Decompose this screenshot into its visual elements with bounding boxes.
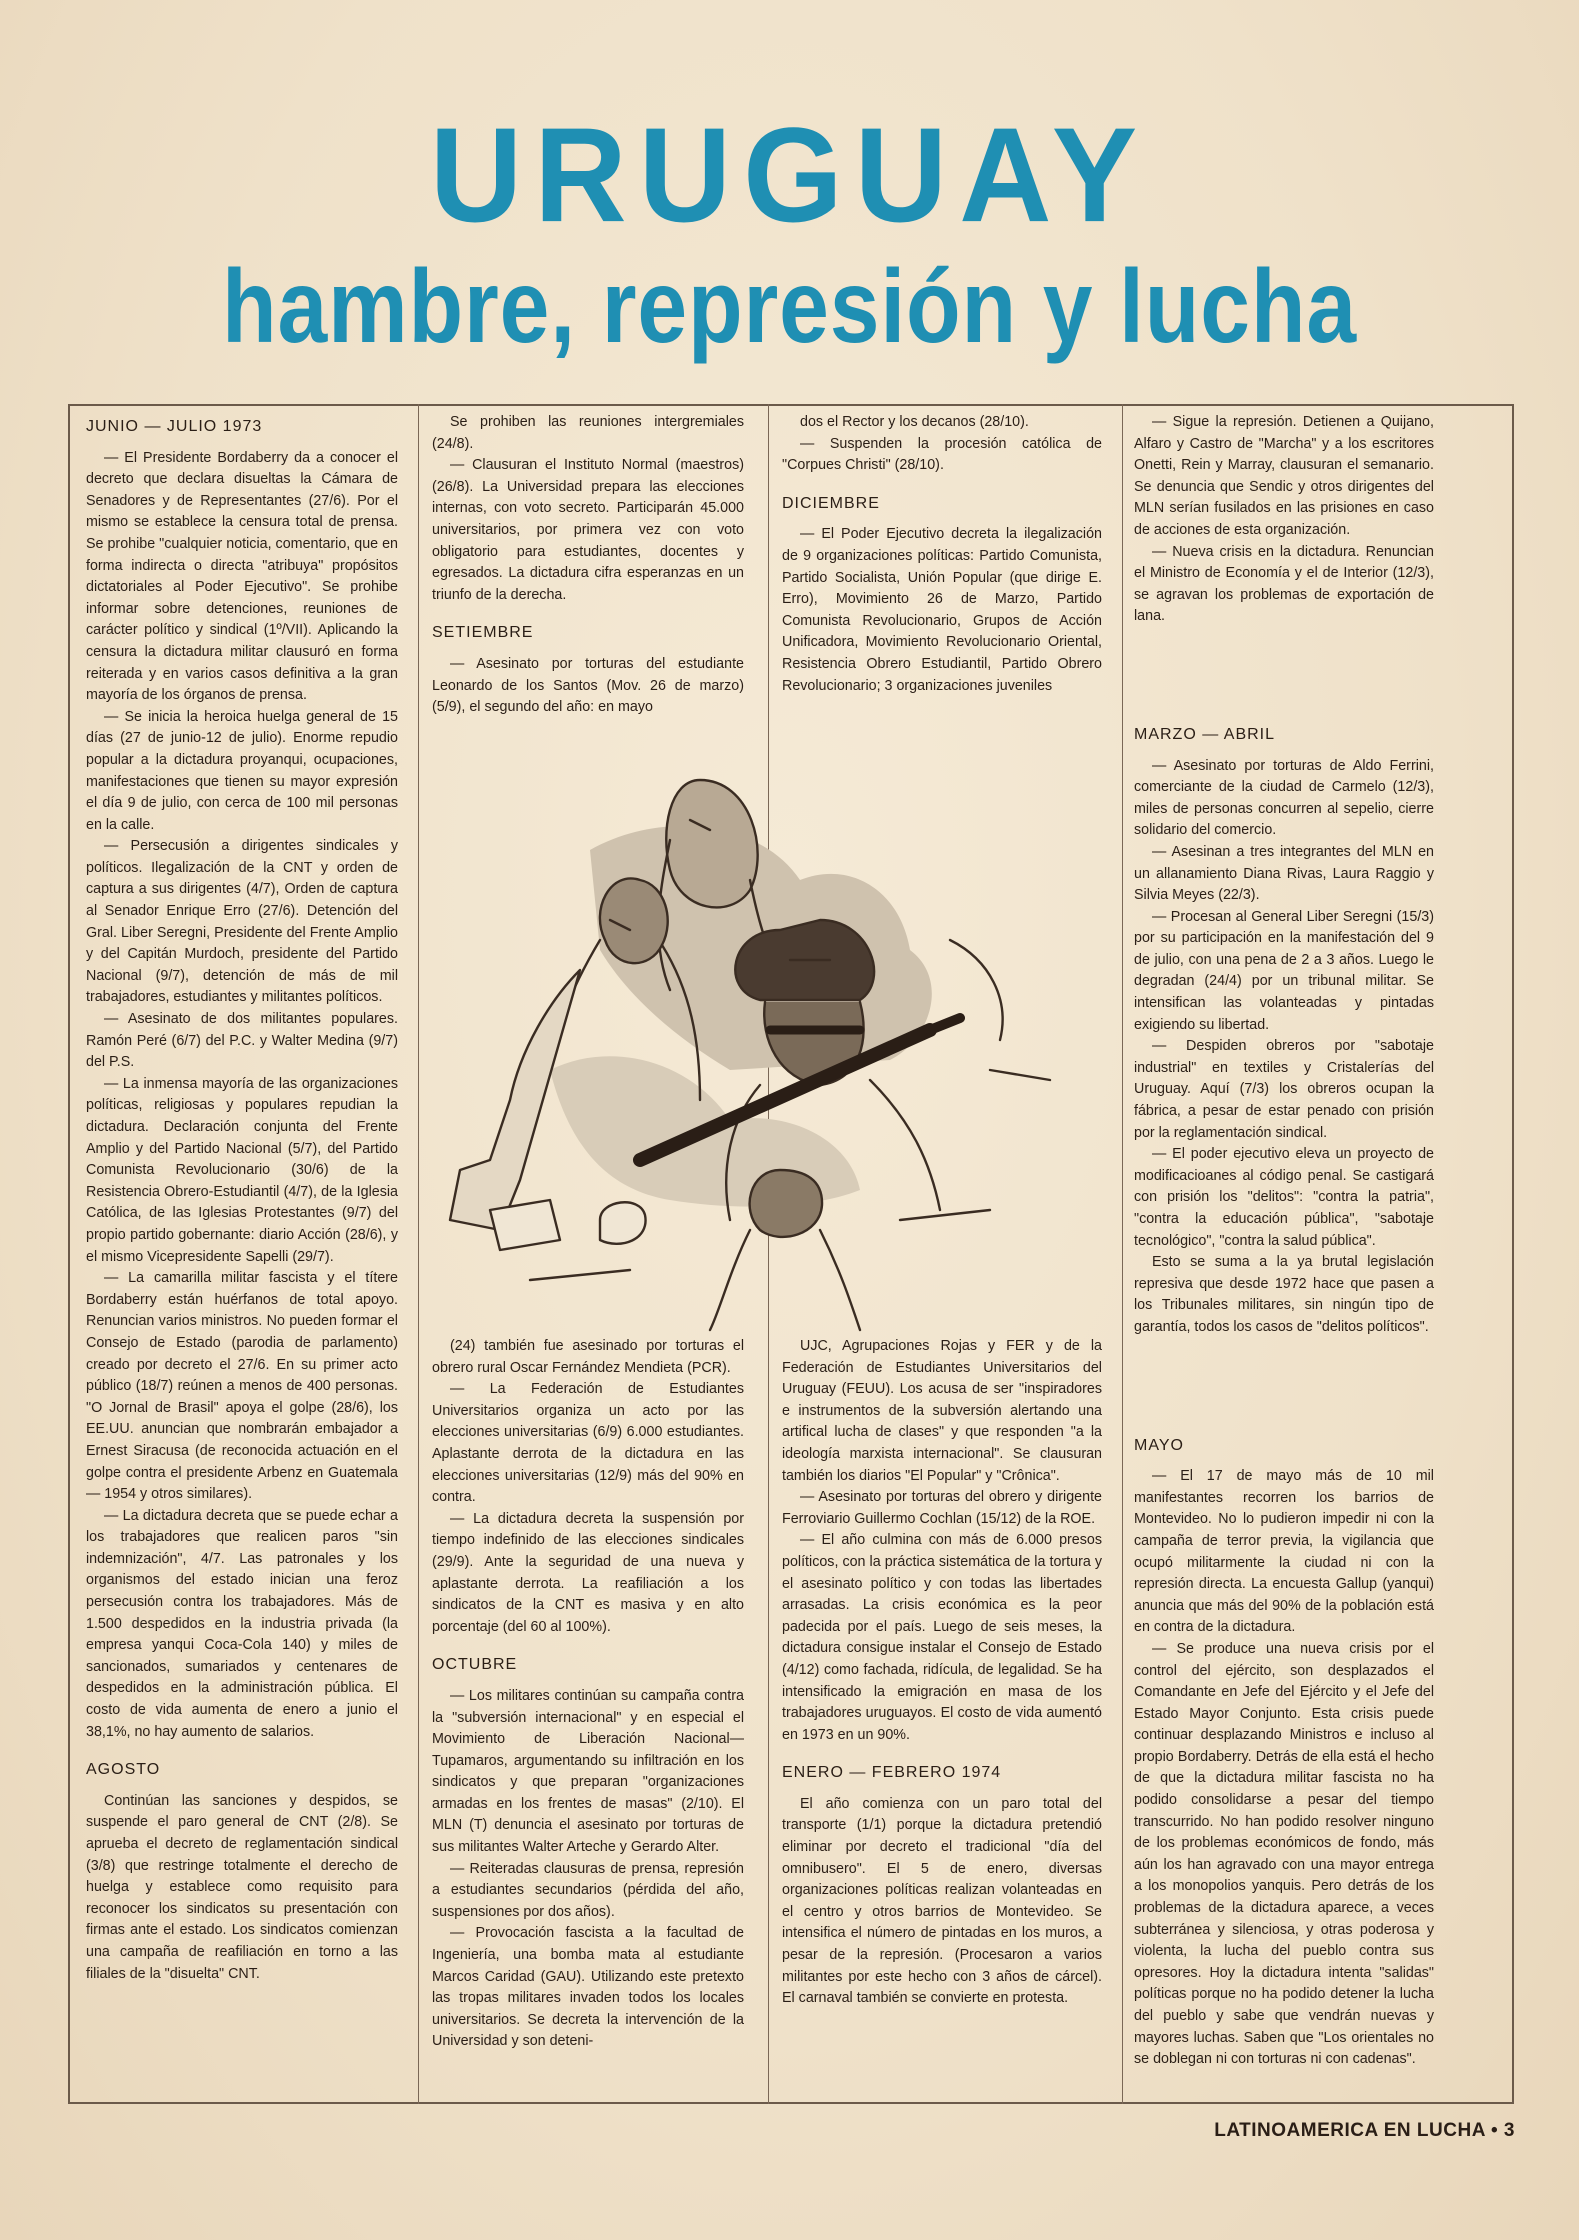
paragraph: — Nueva crisis en la dictadura. Renuncian el Ministro de Economía y el de Interior (12/3), se agravan los problemas de exportación de lana. — [1134, 543, 1434, 625]
paragraph: — El 17 de mayo más de 10 mil manifestantes recorren los barrios de Montevideo. No lo pudieron impedir ni con la campaña de terror previa, la vigilancia que ocupó militarmente la ciudad ni con la represión directa. La encuesta Gallup (yanqui) anuncia que más del 90% de la población está en contra de la dictadura. — [1134, 1468, 1434, 1636]
paragraph: UJC, Agrupaciones Rojas y FER y de la Federación de Estudiantes Universitarios del Uruguay (FEUU). Los acusa de ser "inspiradores e instrumentos de la subversión alertando una artifical lucha de clases" y que responden "a la ideología marxista internacional". Se clausuran también los diarios "El Popular" y "Crônica". — [782, 1338, 1102, 1484]
column-2-top — [432, 412, 744, 732]
paragraph: Continúan las sanciones y despidos, se suspende el paro general de CNT (2/8). Se aprueba el decreto de reglamentación sindical (3/8) que restringe totalmente el derecho de huelga y establece como requisito para reconocer los sindicatos su presentación con firmas ante el estado. Los sindicatos comienzan una campaña de reafiliación en torno a las filiales de la "disuelta" CNT. — [86, 1792, 398, 1982]
paragraph: — Despiden obreros por "sabotaje industrial" en textiles y Cristalerías del Uruguay. Aquí (7/3) los obreros ocupan la fábrica, a pesar de estar penado con prisión por la reglamentación sindical. — [1134, 1038, 1434, 1141]
paragraph: — La dictadura decreta la suspensión por tiempo indefinido de las elecciones sindicales (29/9). Ante la seguridad de una nueva y aplastante derrota. La reafiliación a los sindicatos de la CNT es masiva y en alto porcentaje (del 60 al 100%). — [432, 1510, 744, 1635]
paragraph: — Se inicia la heroica huelga general de 15 días (27 de junio-12 de julio). Enorme repudio popular a la dictadura proyanqui, ocupaciones, manifestaciones que tienen su mayor expresión el día 9 de julio, con cerca de 100 mil personas en la calle. — [86, 708, 398, 833]
paragraph: — Persecusión a dirigentes sindicales y políticos. Ilegalización de la CNT y orden de captura a sus dirigentes (4/7), Orden de captura al Senador Enrique Erro (27/6). Detención del Gral. Liber Seregni, Presidente del Frente Amplio y del Capitán Murdoch, presidente del Partido Nacional (9/7), detención de más de mil trabajadores, estudiantes y militantes políticos. — [86, 838, 398, 1006]
paragraph: El año comienza con un paro total del transporte (1/1) porque la dictadura pretendió eliminar por decreto el tradicional "día del omnibusero". El 5 de enero, diversas organizaciones políticas realizan volanteadas en el centro y otros barrios de Montevideo. Se intensifica el número de pintadas en los muros, a pesar de la represión. (Procesaron a varios militantes por este hecho con 3 años de cárcel). El carnaval también se convierte en protesta. — [782, 1795, 1102, 2007]
column-1 — [86, 416, 398, 2106]
column-2-bottom — [432, 1336, 744, 2106]
paragraph: — Asesinato por torturas del estudiante Leonardo de los Santos (Mov. 26 de marzo) (5/9), el segundo del año: en mayo — [432, 655, 744, 716]
paragraph: — Asesinato de dos militantes populares. Ramón Peré (6/7) del P.C. y Walter Medina (9/7) del P.S. — [86, 1011, 398, 1071]
page-footer: LATINOAMERICA EN LUCHA • 3 — [1214, 2120, 1515, 2141]
section-heading: MARZO — ABRIL — [1134, 725, 1276, 743]
paragraph: — Procesan al General Liber Seregni (15/3) por su participación en la manifestación del 9 de julio, con una pena de 2 a 3 años. Luego le degradan (24/4) por un tribunal militar. Se intensifican las volanteadas y pintadas exigiendo su libertad. — [1134, 908, 1434, 1033]
column-3-top — [782, 412, 1102, 732]
paragraph: — Asesinato por torturas de Aldo Ferrini, comerciante de la ciudad de Carmelo (12/3), miles de personas concurren al sepelio, cierre solidario del comercio. — [1134, 757, 1434, 839]
protest-illustration — [430, 740, 1130, 1340]
section-spacer — [1134, 628, 1434, 708]
section-heading: OCTUBRE — [432, 1656, 518, 1674]
paragraph: — El año culmina con más de 6.000 presos políticos, con la práctica sistemática de la tortura y el asesinato político y con todas las libertades arrasadas. La crisis económica es la peor padecida por el país. Luego de seis meses, la dictadura consigue instalar el Consejo de Estado (4/12) como fachada, ridícula, de legalidad. Se ha intensificado la emigración en masa de los trabajadores uruguayos. El costo de vida aumentó en 1973 en un 90%. — [782, 1532, 1102, 1743]
paragraph: — El Poder Ejecutivo decreta la ilegalización de 9 organizaciones políticas: Partido Comunista, Partido Socialista, Unión Popular (que dirige E. Erro), Movimiento 26 de Marzo, Partido Comunista Revolucionario, Grupos de Acción Unificadora, Movimiento Revolucionario Oriental, Resistencia Obrero Estudiantil, Partido Obrero Revolucionario; 3 organizaciones juveniles — [782, 526, 1102, 694]
paragraph: — Sigue la represión. Detienen a Quijano, Alfaro y Castro de "Marcha" y a los escritores Onetti, Rein y Marray, clausuran el semanario. Se denuncia que Sendic y otros dirigentes del MLN serían fusilados en las prisiones en caso de acciones de esta organización. — [1134, 414, 1434, 538]
paragraph: — La Federación de Estudiantes Universitarios organiza un acto por las elecciones universitarias (6/9) 6.000 estudiantes. Aplastante derrota de la dictadura en las elecciones universitarias (12/9) más del 90% en contra. — [432, 1381, 744, 1506]
paragraph: — El poder ejecutivo eleva un proyecto de modificacioanes al código penal. Se castigará con prisión los "delitos": "contra la patria", "contra la educación pública", "sabotaje tecnológico", "contra la salud pública". — [1134, 1146, 1434, 1249]
paragraph: (24) también fue asesinado por torturas el obrero rural Oscar Fernández Mendieta (PCR). — [432, 1338, 744, 1376]
paragraph: Esto se suma a la ya brutal legislación represiva que desde 1972 hace que pasen a los Tribunales militares, sin ningún tipo de garantía, todos los casos de "delitos políticos". — [1134, 1254, 1434, 1335]
page-subtitle: hambre, represión y lucha — [222, 249, 1357, 365]
section-heading: AGOSTO — [86, 1761, 161, 1779]
paragraph: — Clausuran el Instituto Normal (maestros) (26/8). La Universidad prepara las elecciones internas, con voto secreto. Participarán 45.000 universitarios, por primera vez con voto obligatorio para estudiantes, docentes y egresados. La dictadura cifra esperanzas en un triunfo de la derecha. — [432, 457, 744, 603]
column-4 — [1134, 412, 1434, 2102]
section-heading: JUNIO — JULIO 1973 — [86, 418, 263, 435]
paragraph: — El Presidente Bordaberry da a conocer el decreto que declara disueltas la Cámara de Senadores y de Representantes (27/6). Por el mismo se establece la censura total de prensa. Se prohibe "cualquier noticia, comentario, que en forma indirecta o directa "atribuya" propósitos dictatoriales al Poder Ejecutivo". Se prohibe informar sobre detenciones, reuniones de carácter político y sindical (1º/VII). Aplicando la censura la dictadura militar clausuró en forma reiterada y en varios casos definitiva a la gran mayoría de los órganos de prensa. — [86, 449, 398, 704]
paragraph: Se prohiben las reuniones intergremiales (24/8). — [432, 414, 744, 452]
paragraph: — La camarilla militar fascista y el títere Bordaberry están huérfanos de total apoyo. Renuncian varios ministros. No pueden formar el Consejo de Estado (parodia de parlamento) creado por decreto el 27/6. En su primer acto público (18/7) reúnen a menos de 400 personas. "O Jornal de Brasil" apoya el golpe (28/6), los EE.UU. anuncian que nombrarán embajador a Ernest Siracusa (de reconocida actuación en el golpe contra el presidente Arbenz en Guatemala — 1954 y otros similares). — [86, 1270, 398, 1503]
paragraph: dos el Rector y los decanos (28/10). — [800, 414, 1029, 430]
section-heading: MAYO — [1134, 1436, 1184, 1454]
paragraph: — Suspenden la procesión católica de "Corpues Christi" (28/10). — [782, 435, 1102, 474]
paragraph: — Los militares continúan su campaña contra la "subversión internacional" y en especial el Movimiento de Liberación Nacional—Tupamaros, argumentando su infiltración en los sindicatos y que preparan "organizaciones armadas en los frentes de masas" (2/10). El MLN (T) denuncia el asesinato por torturas de sus militantes Walter Arteche y Gerardo Alter. — [432, 1687, 744, 1856]
paragraph: — Reiteradas clausuras de prensa, represión a estudiantes secundarios (pérdida del año, suspensiones por dos años). — [432, 1860, 744, 1920]
section-heading: ENERO — FEBRERO 1974 — [782, 1764, 1002, 1782]
paragraph: — La inmensa mayoría de las organizaciones políticas, religiosas y populares repudian la dictadura. Declaración conjunta del Frente Amplio y del Partido Nacional (5/7), del Partido Comunista Revolucionario (30/6) de la Resistencia Obrero-Estudiantil (4/7), de la Iglesia Católica, de las Iglesias Protestantes (9/7) del propio partido gobernante: diario Acción (28/6), y el mismo Vicepresidente Sapelli (29/7). — [86, 1075, 398, 1265]
section-heading: SETIEMBRE — [432, 624, 534, 642]
column-rule — [418, 404, 419, 2104]
paragraph: — Se produce una nueva crisis por el control del ejército, son desplazados el Comandante en Jefe del Ejército y el Jefe del Estado Mayor Conjunto. Esta crisis puede continuar desplazando Ministros e incluso al propio Bordaberry. Detrás de ella está el hecho de que la dictadura militar fascista no ha podido consolidarse a pesar del tiempo transcurrido. No han podido resolver ninguno de los problemas económicos de fondo, más aún los han agravado con una mayor entrega a los monopolios yanquis. Pero detrás de los problemas de la dictadura aparece, a veces subterránea y silenciosa, y otras poderosa y violenta, la lucha del pueblo contra sus opresores. Hoy la dictadura intenta "salidas" políticas porque no ha podido detener la lucha del pueblo y sabe que vendrán nuevas y mayores luchas. Saben que "Los orientales no se doblegan ni con torturas ni con cadenas". — [1134, 1640, 1434, 2068]
paragraph: — Asesinato por torturas del obrero y dirigente Ferroviario Guillermo Cochlan (15/12) de la ROE. — [782, 1489, 1102, 1527]
paragraph: — Asesinan a tres integrantes del MLN en un allanamiento Diana Rivas, Laura Raggio y Silvia Meyes (22/3). — [1134, 843, 1434, 904]
paragraph: — La dictadura decreta que se puede echar a los trabajadores que realicen paros "sin indemnización", 4/7. Las patronales y los organismos del estado inician una feroz persecusión contra los trabajadores. Más de 1.500 despedidos en la industria privada (la empresa yanqui Coca-Cola 140) y miles de sancionados, sumariados y centenares de despedidos en la administración pública. El costo de vida aumenta de enero a junio el 38,1%, no hay aumento de salarios. — [86, 1507, 398, 1740]
column-3-bottom — [782, 1336, 1102, 2106]
section-spacer — [1134, 1339, 1434, 1419]
page-title: URUGUAY — [429, 100, 1150, 251]
section-heading: DICIEMBRE — [782, 494, 880, 512]
paragraph: — Provocación fascista a la facultad de Ingeniería, una bomba mata al estudiante Marcos Caridad (GAU). Utilizando este pretexto las tropas militares invaden todos los locales universitarios. Se decreta la intervención de la Universidad y son deteni- — [432, 1925, 744, 2050]
